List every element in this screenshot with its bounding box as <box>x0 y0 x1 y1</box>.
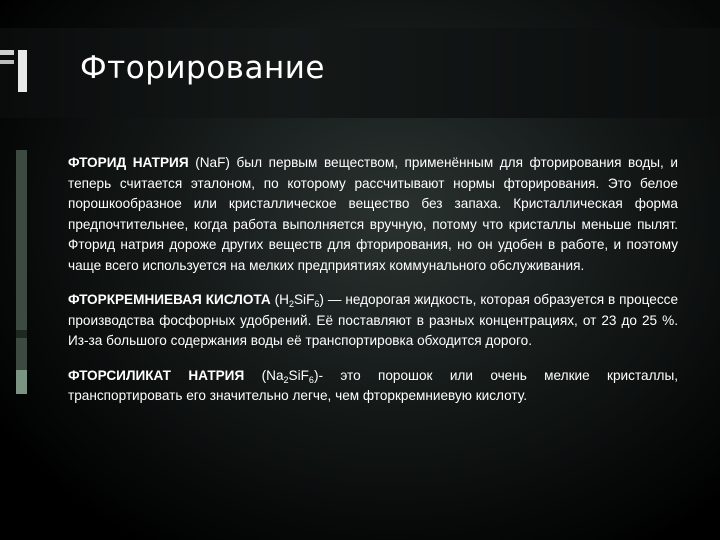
formula-part: ) <box>313 367 319 383</box>
sidebar-accent <box>16 370 27 394</box>
term-label: ФТОРСИЛИКАТ НАТРИЯ <box>68 367 245 383</box>
formula-subscript: 6 <box>314 299 320 309</box>
sidebar-decoration <box>0 150 30 410</box>
formula-subscript: 2 <box>283 374 289 385</box>
formula-subscript: 6 <box>308 374 314 385</box>
chemical-formula <box>195 155 230 170</box>
paragraph-text: был первым веществом, применённым для фторирования воды, и теперь считается эталоном, по которому рассчитывают нормы фторирования. Это белое порошкообразное или кристаллическое вещество без запаха. Кристаллическая форма предпочтительнее, когда работа выполняется вручную, потому что кристаллы меньше пылят. Фторид натрия дороже других веществ для фторирования, но он удобен в работе, и поэтому чаще всего используется на мелких предприятиях коммунального обслуживания. <box>68 155 678 273</box>
chemical-formula <box>262 368 319 383</box>
deco-bar <box>18 50 27 92</box>
term-label: ФТОРКРЕМНИЕВАЯ КИСЛОТА <box>68 292 271 307</box>
formula-part: (Na <box>261 367 284 383</box>
formula-part: SiF <box>288 367 309 383</box>
formula-subscript: 2 <box>288 299 294 309</box>
deco-bar <box>0 60 14 64</box>
paragraph-text: - это порошок или очень мелкие кристаллы, транспортировать его значительно легче, чем фторкремниевую кислоту. <box>68 367 678 403</box>
formula-part: (NaF) <box>195 155 230 170</box>
paragraph-fluorosilicic-acid <box>68 290 678 352</box>
paragraph-text: — недорогая жидкость, которая образуется в процессе производства фосфорных удобрений. Её поставляют в разных концентрациях, от 23 до 25 %. Из-за большого содержания воды её транспортировка обходится дорого. <box>68 292 679 348</box>
formula-part: (H <box>274 292 289 307</box>
chemical-formula <box>275 292 324 307</box>
sidebar-bar <box>16 330 27 338</box>
deco-bar <box>0 50 14 55</box>
term-label: ФТОРИД НАТРИЯ <box>68 155 189 170</box>
paragraph-sodium-fluoride <box>68 153 678 276</box>
formula-part: SiF <box>293 292 315 307</box>
slide-title: Фторирование <box>80 50 325 86</box>
slide-body <box>68 153 678 421</box>
paragraph-sodium-fluorosilicate <box>68 366 678 407</box>
formula-part: ) <box>319 292 324 307</box>
